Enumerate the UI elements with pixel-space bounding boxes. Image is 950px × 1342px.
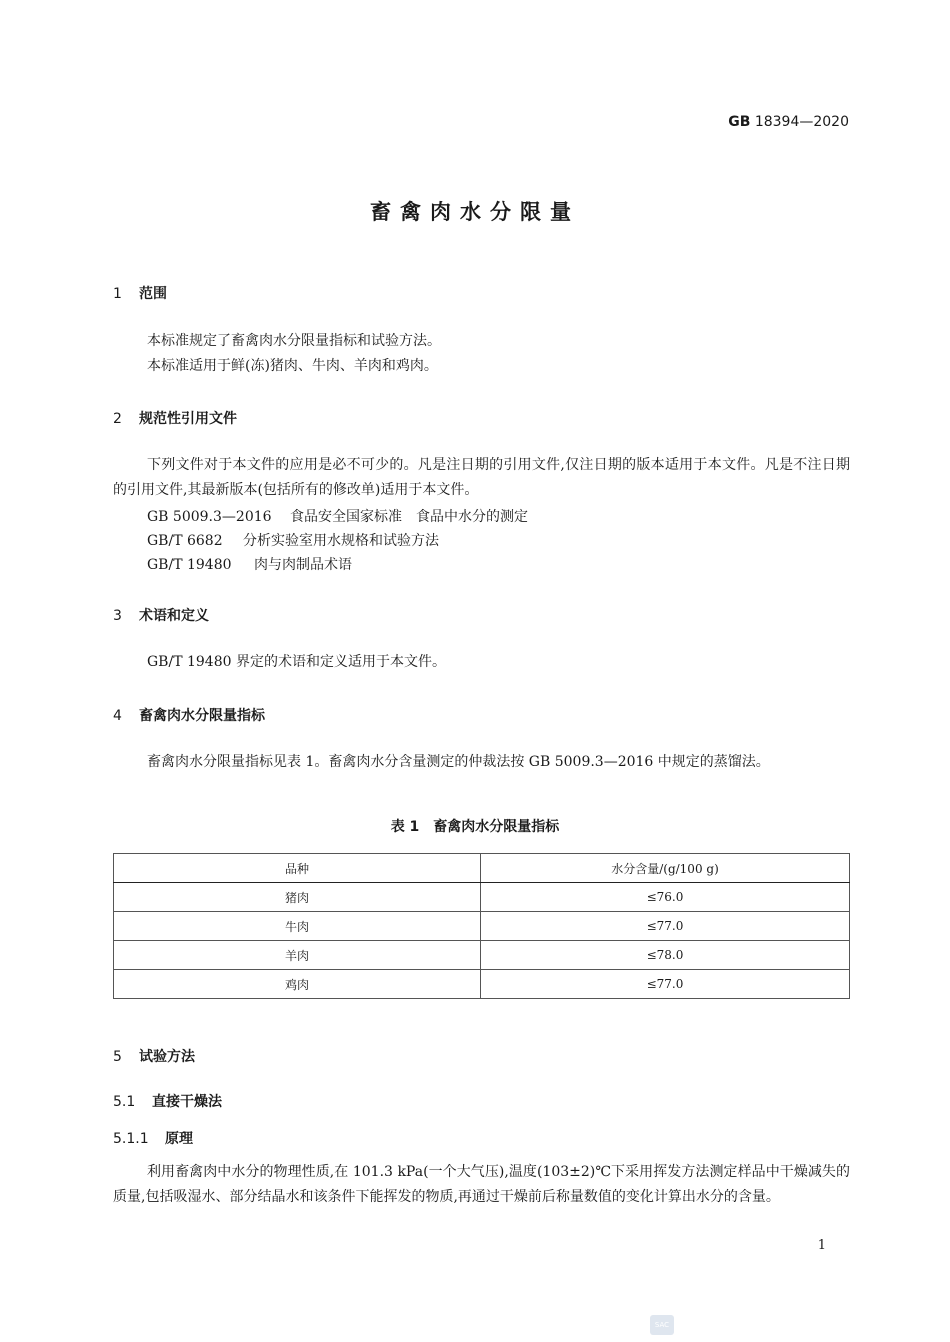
section-1-heading: 1 范围 [113,286,167,302]
section-5-1-1-para-1: 利用畜禽肉中水分的物理性质,在 101.3 kPa(一个大气压),温度(103±2)℃下采用挥发方法测定样品中干燥减失的质量,包括吸湿水、部分结晶水和该条件下能挥发的物质,再通过干燥前后称量数值的变化计算出水分的含量。 [113,1164,850,1205]
standard-code: 18394—2020 [754,114,849,130]
standard-number [728,114,849,130]
table-header-row [114,854,850,883]
reference-item: GB 5009.3—2016 食品安全国家标准 食品中水分的测定 [147,509,528,525]
watermark-logo: SAC [650,1315,674,1335]
section-5-1-1-heading: 5.1.1 原理 [113,1131,193,1147]
section-1-para-2: 本标准适用于鲜(冻)猪肉、牛肉、羊肉和鸡肉。 [147,358,438,374]
table-caption: 表 1 畜禽肉水分限量指标 [390,819,560,835]
table-row: 羊肉 ≤78.0 [114,941,850,970]
table-row: 猪肉 ≤76.0 [114,883,850,912]
section-5-heading: 5 试验方法 [113,1049,195,1065]
section-2-intro: 下列文件对于本文件的应用是必不可少的。凡是注日期的引用文件,仅注日期的版本适用于本文件。凡是不注日期的引用文件,其最新版本(包括所有的修改单)适用于本文件。 [113,457,850,498]
section-4-para-1: 畜禽肉水分限量指标见表 1。畜禽肉水分含量测定的仲裁法按 GB 5009.3—2016 中规定的蒸馏法。 [147,754,770,770]
table-row: 鸡肉 ≤77.0 [114,970,850,999]
reference-item: GB/T 19480 肉与肉制品术语 [147,557,352,573]
document-title: 畜禽肉水分限量 [370,200,580,224]
reference-item: GB/T 6682 分析实验室用水规格和试验方法 [147,533,439,549]
section-1-para-1: 本标准规定了畜禽肉水分限量指标和试验方法。 [147,333,441,349]
section-3-heading: 3 术语和定义 [113,608,209,624]
standard-prefix: GB [728,114,751,130]
column-header-variety: 品种 [114,854,481,883]
section-2-heading: 2 规范性引用文件 [113,411,237,427]
moisture-limit-table [113,853,850,999]
section-4-heading: 4 畜禽肉水分限量指标 [113,708,265,724]
column-header-moisture: 水分含量/(g/100 g) [481,854,850,883]
section-3-para-1: GB/T 19480 界定的术语和定义适用于本文件。 [147,654,446,670]
section-5-1-heading: 5.1 直接干燥法 [113,1094,222,1110]
page-number: 1 [817,1238,826,1253]
table-row: 牛肉 ≤77.0 [114,912,850,941]
